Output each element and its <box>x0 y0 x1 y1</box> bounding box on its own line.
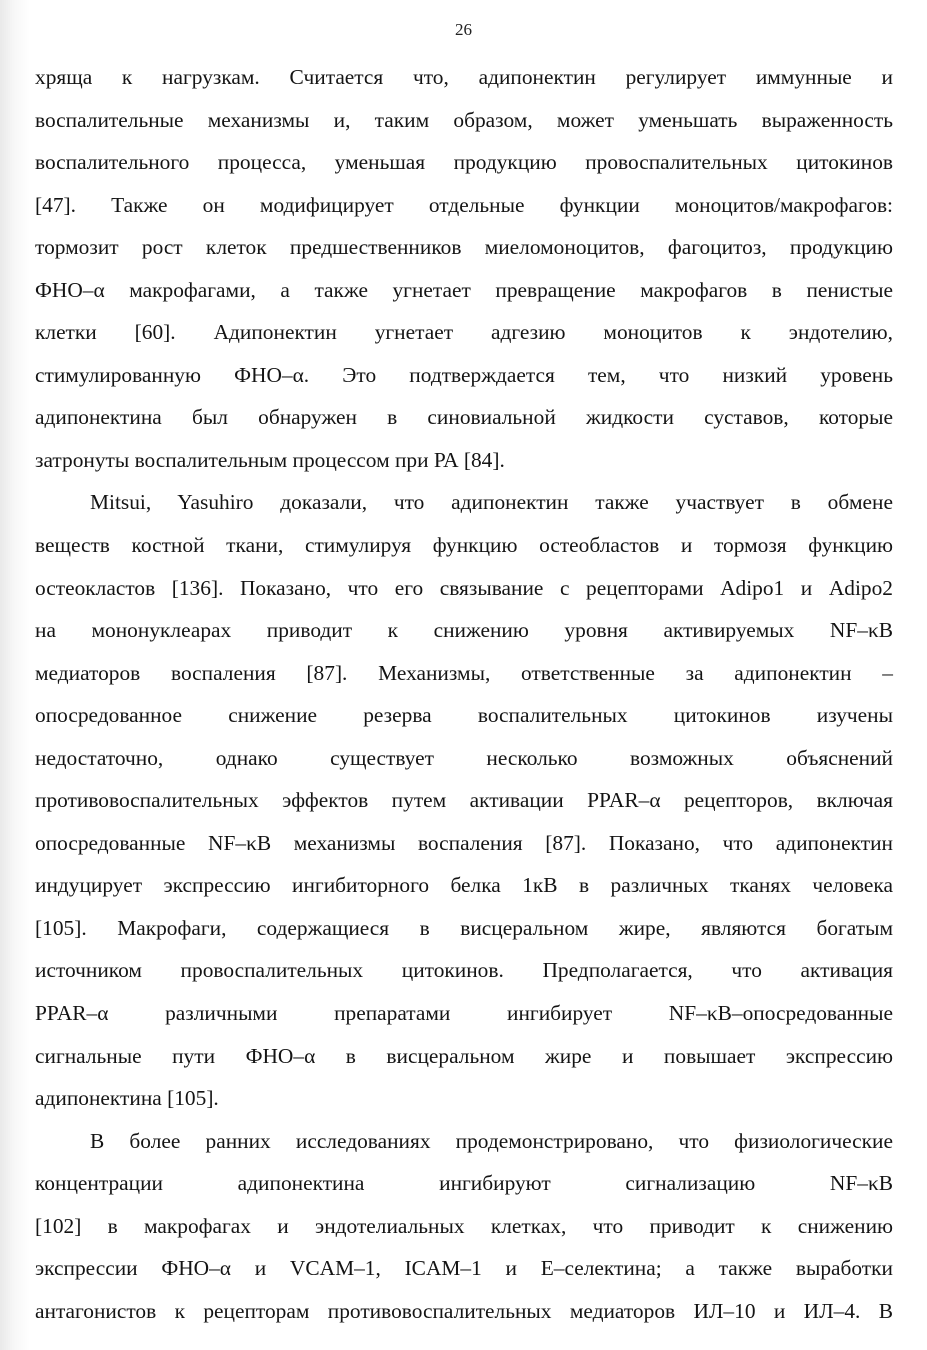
text-line: ФНО–α макрофагами, а также угнетает превращение макрофагов в пенистые <box>35 277 893 302</box>
text-line: опосредованные NF–κB механизмы воспаления [87]. Показано, что адипонектин <box>35 830 893 855</box>
text-line: индуцирует экспрессию ингибиторного белка 1кВ в различных тканях человека <box>35 873 893 898</box>
text-line: недостаточно, однако существует несколько возможных объяснений <box>35 745 893 770</box>
text-line: веществ костной ткани, стимулируя функцию остеобластов и тормозя функцию <box>35 533 893 558</box>
text-line: [105]. Макрофаги, содержащиеся в висцеральном жире, являются богатым <box>35 915 893 940</box>
text-line: антагонистов к рецепторам противовоспалительных медиаторов ИЛ–10 и ИЛ–4. В <box>35 1298 893 1323</box>
paragraph-first-line: В более ранних исследованиях продемонстрировано, что физиологические <box>90 1128 893 1153</box>
text-line: адипонектина был обнаружен в синовиальной жидкости суставов, которые <box>35 405 893 430</box>
text-line: [102] в макрофагах и эндотелиальных клетках, что приводит к снижению <box>35 1213 893 1238</box>
text-line: хряща к нагрузкам. Считается что, адипонектин регулирует иммунные и <box>35 65 893 89</box>
page-number: 26 <box>455 20 472 39</box>
text-line: [47]. Также он модифицирует отдельные функции моноцитов/макрофагов: <box>35 192 893 217</box>
text-line: тормозит рост клеток предшественников миеломоноцитов, фагоцитоз, продукцию <box>35 235 893 260</box>
text-line: адипонектина [105]. <box>35 1086 219 1111</box>
text-line: экспрессии ФНО–α и VCAM–1, ICAM–1 и E–селектина; а также выработки <box>35 1256 893 1281</box>
text-line: воспалительные механизмы и, таким образом, может уменьшать выраженность <box>35 107 893 132</box>
text-line: медиаторов воспаления [87]. Механизмы, ответственные за адипонектин – <box>35 660 893 685</box>
text-line: остеокластов [136]. Показано, что его связывание с рецепторами Adipo1 и Adipo2 <box>35 575 893 600</box>
text-line: стимулированную ФНО–α. Это подтверждается тем, что низкий уровень <box>35 362 893 387</box>
text-line: противовоспалительных эффектов путем активации PPAR–α рецепторов, включая <box>35 788 893 813</box>
text-line: на мононуклеарах приводит к снижению уровня активируемых NF–κB <box>35 618 893 643</box>
text-line: PPAR–α различными препаратами ингибирует NF–κB–опосредованные <box>35 1001 893 1026</box>
text-line: опосредованное снижение резерва воспалительных цитокинов изучены <box>35 703 893 728</box>
text-line: клетки [60]. Адипонектин угнетает адгезию моноцитов к эндотелию, <box>35 320 893 345</box>
text-line: воспалительного процесса, уменьшая продукцию провоспалительных цитокинов <box>35 150 893 175</box>
text-line: концентрации адипонектина ингибируют сигнализацию NF–κB <box>35 1171 893 1196</box>
text-line: сигнальные пути ФНО–α в висцеральном жире и повышает экспрессию <box>35 1043 893 1068</box>
body-text <box>35 56 893 1332</box>
text-line: затронуты воспалительным процессом при РА [84]. <box>35 447 505 472</box>
paragraph-first-line: Mitsui, Yasuhiro доказали, что адипонектин также участвует в обмене <box>90 490 893 515</box>
text-line: источником провоспалительных цитокинов. Предполагается, что активация <box>35 958 893 983</box>
